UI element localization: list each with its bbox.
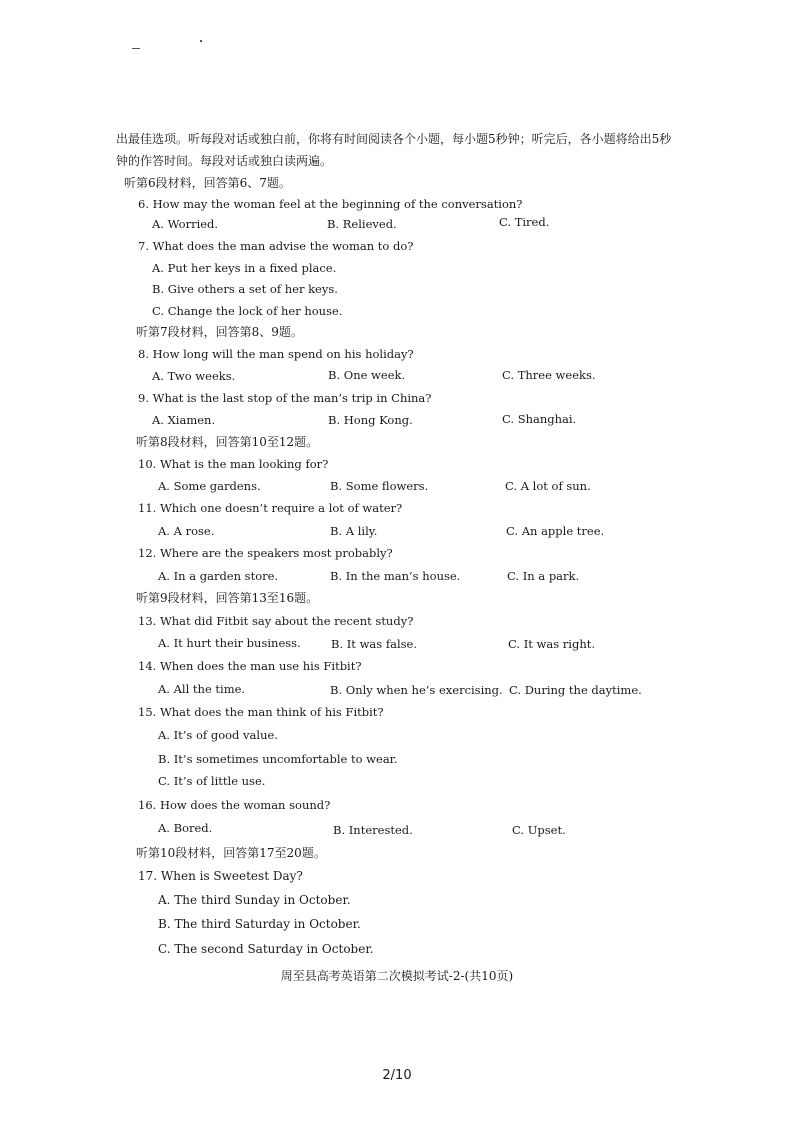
option-a: A. It hurt their business. — [158, 636, 301, 650]
option-c: C. It was right. — [508, 637, 595, 651]
option-a: A. All the time. — [158, 682, 246, 696]
section-heading: 听第10段材料，回答第17至20题。 — [136, 846, 326, 860]
question-text: 6. How may the woman feel at the beginning of the conversation? — [138, 197, 523, 211]
option-a: A. Xiamen. — [152, 413, 216, 427]
option-a: A. In a garden store. — [158, 569, 279, 583]
option-c: C. Change the lock of her house. — [152, 304, 343, 318]
option-b: B. It’s sometimes uncomfortable to wear. — [158, 752, 398, 766]
option-b: B. A lily. — [330, 524, 378, 538]
option-b: B. The third Saturday in October. — [158, 917, 361, 931]
question-text: 14. When does the man use his Fitbit? — [138, 659, 362, 673]
option-c: C. Upset. — [512, 823, 566, 837]
question-text: 15. What does the man think of his Fitbit? — [138, 705, 384, 719]
option-b: B. Some flowers. — [330, 479, 429, 493]
question-text: 9. What is the last stop of the man’s trip in China? — [138, 391, 432, 405]
option-b: B. Only when he’s exercising. — [330, 683, 503, 697]
option-c: C. Shanghai. — [502, 412, 577, 426]
section-heading: 听第7段材料，回答第8、9题。 — [136, 325, 303, 339]
option-c: C. Three weeks. — [502, 368, 596, 382]
section-heading: 听第9段材料，回答第13至16题。 — [136, 591, 319, 605]
question-text: 17. When is Sweetest Day? — [138, 869, 303, 883]
option-b: B. One week. — [328, 368, 406, 382]
option-c: C. A lot of sun. — [505, 479, 591, 493]
question-text: 11. Which one doesn’t require a lot of water? — [138, 501, 403, 515]
option-b: B. Interested. — [333, 823, 413, 837]
question-text: 10. What is the man looking for? — [138, 457, 329, 471]
instructions-intro: 出最佳选项。听每段对话或独白前，你将有时间阅读各个小题，每小题5秒钟；听完后，各小题将给出5秒钟的作答时间。每段对话或独白读两遍。 — [116, 132, 672, 168]
option-b: B. It was false. — [331, 637, 417, 651]
page-footer: 周至县高考英语第二次模拟考试-2-(共10页) — [280, 969, 514, 983]
question-text: 16. How does the woman sound? — [138, 798, 331, 812]
scan-mark — [200, 40, 202, 42]
option-a: A. A rose. — [158, 524, 215, 538]
option-c: C. An apple tree. — [506, 524, 605, 538]
question-text: 12. Where are the speakers most probably? — [138, 546, 393, 560]
option-a: A. The third Sunday in October. — [158, 893, 351, 907]
section-heading: 听第8段材料，回答第10至12题。 — [136, 435, 319, 449]
option-c: C. The second Saturday in October. — [158, 942, 374, 956]
option-a: A. Put her keys in a fixed place. — [152, 261, 337, 275]
option-a: A. Two weeks. — [152, 369, 236, 383]
option-b: B. Hong Kong. — [328, 413, 413, 427]
option-b: B. Give others a set of her keys. — [152, 282, 338, 296]
option-a: A. It’s of good value. — [158, 728, 278, 742]
option-b: B. Relieved. — [327, 217, 397, 231]
scan-mark — [132, 48, 140, 49]
option-b: B. In the man’s house. — [330, 569, 461, 583]
option-a: A. Worried. — [152, 217, 219, 231]
option-c: C. Tired. — [499, 215, 550, 229]
option-a: A. Bored. — [158, 821, 213, 835]
question-text: 13. What did Fitbit say about the recent study? — [138, 614, 414, 628]
question-text: 7. What does the man advise the woman to do? — [138, 239, 414, 253]
question-text: 8. How long will the man spend on his holiday? — [138, 347, 414, 361]
option-c: C. During the daytime. — [509, 683, 642, 697]
option-c: C. In a park. — [507, 569, 580, 583]
page-number: 2/10 — [382, 1068, 412, 1083]
section-heading: 听第6段材料，回答第6、7题。 — [124, 176, 291, 190]
option-c: C. It’s of little use. — [158, 774, 266, 788]
option-a: A. Some gardens. — [158, 479, 261, 493]
